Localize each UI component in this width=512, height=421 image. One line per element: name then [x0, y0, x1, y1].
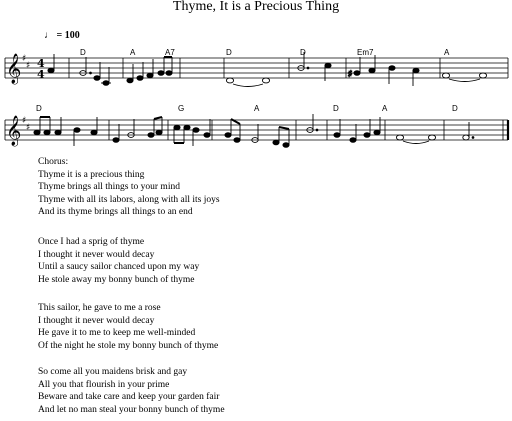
lyric-line: Chorus:: [38, 157, 69, 167]
note-icon: [325, 63, 331, 68]
note-icon: [156, 130, 162, 135]
music-score: [0, 0, 512, 150]
note-icon: [354, 71, 360, 76]
lyric-line: Thyme it is a precious thing: [38, 169, 145, 180]
whole-note-icon: [262, 78, 269, 83]
note-icon: [234, 138, 240, 143]
lyric-line: Of the night he stole my bonny bunch of thyme: [38, 340, 219, 351]
note-icon: [389, 66, 395, 71]
note-icon: [184, 125, 190, 130]
chord-symbol: D: [80, 48, 86, 57]
lyrics-verse-chorus: [38, 156, 220, 219]
lyric-line: And let no man steal your bonny bunch of thyme: [38, 404, 225, 415]
lyric-line: This sailor, he gave to me a rose: [38, 303, 161, 313]
song-title: Thyme, It is a Precious Thing: [172, 0, 340, 14]
svg-text:♯: ♯: [22, 116, 27, 126]
time-signature-top: 4: [37, 57, 45, 70]
note-icon: [148, 133, 154, 138]
note-icon: [413, 68, 419, 73]
note-icon: [34, 130, 40, 135]
note-icon: [48, 68, 54, 73]
svg-text:♯: ♯: [22, 54, 27, 64]
whole-note-icon: [479, 73, 486, 78]
note-icon: [94, 76, 100, 81]
note-icon: [225, 133, 231, 138]
chord-symbol: A: [254, 104, 260, 113]
chord-symbol: Em7: [357, 48, 374, 57]
chord-symbol: D: [333, 104, 339, 113]
lyrics-verse-2: [38, 302, 218, 352]
note-icon: [147, 73, 153, 78]
note-icon: [204, 133, 210, 138]
lyric-line: I thought it never would decay: [38, 249, 155, 260]
note-icon: [364, 133, 370, 138]
notes-staff-1: [48, 52, 487, 87]
note-icon: [137, 76, 143, 81]
svg-text:♯: ♯: [26, 123, 31, 133]
lyric-line: Once I had a sprig of thyme: [38, 237, 145, 247]
lyric-line: I thought it never would decay: [38, 315, 155, 326]
chord-row-2: [36, 104, 458, 113]
note-icon: [350, 138, 356, 143]
chord-symbol: D: [452, 104, 458, 113]
chord-symbol: A: [130, 48, 136, 57]
svg-text:♯: ♯: [26, 61, 31, 71]
chord-symbol: A: [382, 104, 388, 113]
note-icon: [374, 130, 380, 135]
lyrics-verse-3: [38, 366, 225, 416]
note-icon: [174, 125, 180, 130]
treble-clef-icon: 𝄞: [6, 116, 22, 146]
chord-symbol: A: [444, 48, 450, 57]
chord-symbol: D: [226, 48, 232, 57]
chord-symbol: D: [300, 48, 306, 57]
notes-staff-2: [34, 114, 474, 147]
lyric-line: And its thyme brings all things to an end: [38, 207, 193, 217]
note-icon: [166, 71, 172, 76]
note-icon: [127, 78, 133, 83]
note-icon: [74, 128, 80, 133]
note-icon: [283, 143, 289, 148]
svg-text:♯: ♯: [348, 69, 352, 78]
chord-symbol: G: [178, 104, 185, 113]
lyric-line: All you that flourish in your prime: [38, 379, 170, 390]
chord-symbol: D: [36, 104, 42, 113]
whole-note-icon: [428, 135, 435, 140]
note-icon: [158, 71, 164, 76]
note-icon: [334, 133, 340, 138]
whole-note-icon: [396, 135, 403, 140]
whole-note-icon: [226, 78, 233, 83]
lyric-line: Thyme with all its labors, along with all its joys: [38, 194, 220, 205]
note-icon: [44, 130, 50, 135]
note-icon: [55, 130, 61, 135]
note-icon: [193, 128, 199, 133]
key-signature-sharp-icon: [22, 54, 30, 133]
time-signature-bottom: 4: [37, 68, 45, 81]
note-icon: [369, 68, 375, 73]
treble-clef-icon: 𝄞: [6, 54, 22, 84]
whole-note-icon: [442, 73, 449, 78]
lyric-line: Until a saucy sailor chanced upon my way: [38, 262, 200, 272]
tempo-value: = 100: [56, 30, 80, 41]
lyric-line: He stole away my bonny bunch of thyme: [38, 274, 195, 285]
note-icon: [273, 140, 279, 145]
lyric-line: So come all you maidens brisk and gay: [38, 367, 188, 377]
quarter-note-icon: ♩: [44, 30, 54, 41]
lyric-line: He gave it to me to keep me well-minded: [38, 328, 196, 338]
chord-symbol: A7: [165, 48, 175, 57]
note-icon: [91, 130, 97, 135]
lyric-line: Thyme brings all things to your mind: [38, 182, 180, 192]
note-icon: [113, 138, 119, 143]
chord-row-1: [80, 48, 450, 57]
lyrics-verse-1: [38, 236, 199, 286]
lyric-line: Beware and take care and keep your garden fair: [38, 392, 220, 402]
note-icon: [463, 135, 469, 140]
